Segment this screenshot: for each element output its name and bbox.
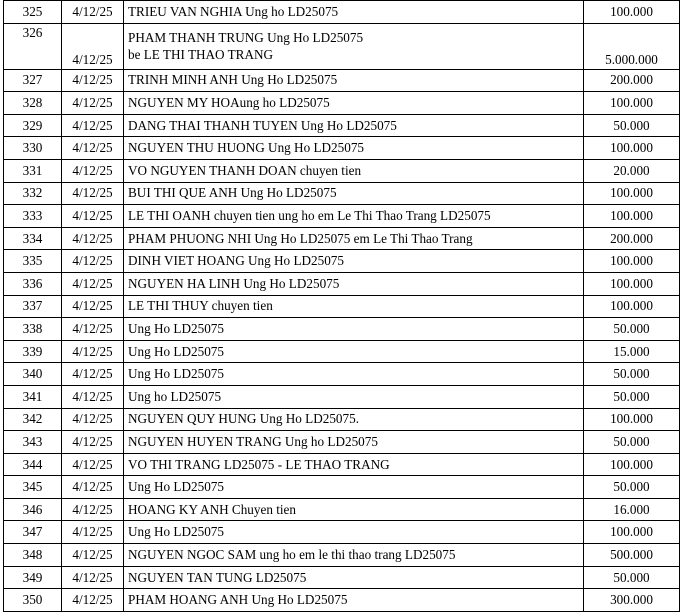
row-number: 342 <box>4 408 62 431</box>
row-amount: 100.000 <box>584 205 680 228</box>
row-description: NGUYEN HA LINH Ung Ho LD25075 <box>124 272 584 295</box>
row-amount: 15.000 <box>584 340 680 363</box>
table-row <box>4 295 680 318</box>
row-description: BUI THI QUE ANH Ung Ho LD25075 <box>124 182 584 205</box>
table-row <box>4 227 680 250</box>
row-date: 4/12/25 <box>62 182 124 205</box>
row-amount: 20.000 <box>584 159 680 182</box>
row-number: 341 <box>4 385 62 408</box>
row-amount: 50.000 <box>584 431 680 454</box>
row-number: 339 <box>4 340 62 363</box>
row-date: 4/12/25 <box>62 544 124 567</box>
table-row <box>4 1 680 24</box>
row-date: 4/12/25 <box>62 363 124 386</box>
row-amount: 100.000 <box>584 1 680 24</box>
row-amount: 50.000 <box>584 476 680 499</box>
row-date: 4/12/25 <box>62 272 124 295</box>
row-number: 332 <box>4 182 62 205</box>
row-description: NGUYEN HUYEN TRANG Ung ho LD25075 <box>124 431 584 454</box>
table-row <box>4 566 680 589</box>
row-description: Ung Ho LD25075 <box>124 476 584 499</box>
row-number: 334 <box>4 227 62 250</box>
row-date: 4/12/25 <box>62 250 124 273</box>
row-number: 329 <box>4 114 62 137</box>
row-number: 346 <box>4 498 62 521</box>
table-body <box>4 1 680 612</box>
row-description: Ung Ho LD25075 <box>124 318 584 341</box>
row-date: 4/12/25 <box>62 295 124 318</box>
row-date: 4/12/25 <box>62 453 124 476</box>
row-amount: 5.000.000 <box>584 23 680 69</box>
row-description: TRINH MINH ANH Ung Ho LD25075 <box>124 69 584 92</box>
table-row <box>4 476 680 499</box>
row-description: VO THI TRANG LD25075 - LE THAO TRANG <box>124 453 584 476</box>
row-number: 337 <box>4 295 62 318</box>
row-amount: 200.000 <box>584 227 680 250</box>
table-row <box>4 137 680 160</box>
row-amount: 16.000 <box>584 498 680 521</box>
table-row <box>4 205 680 228</box>
row-description: LE THI THUY chuyen tien <box>124 295 584 318</box>
row-description: LE THI OANH chuyen tien ung ho em Le Thi Thao Trang LD25075 <box>124 205 584 228</box>
row-number: 331 <box>4 159 62 182</box>
row-date: 4/12/25 <box>62 227 124 250</box>
row-amount: 100.000 <box>584 250 680 273</box>
row-date: 4/12/25 <box>62 408 124 431</box>
row-date: 4/12/25 <box>62 69 124 92</box>
row-amount: 100.000 <box>584 295 680 318</box>
table-row <box>4 182 680 205</box>
row-description: VO NGUYEN THANH DOAN chuyen tien <box>124 159 584 182</box>
row-number: 343 <box>4 431 62 454</box>
table-row <box>4 250 680 273</box>
table-row <box>4 159 680 182</box>
row-date: 4/12/25 <box>62 589 124 612</box>
table-row <box>4 453 680 476</box>
row-number: 345 <box>4 476 62 499</box>
row-date: 4/12/25 <box>62 92 124 115</box>
row-date: 4/12/25 <box>62 1 124 24</box>
row-description: TRIEU VAN NGHIA Ung ho LD25075 <box>124 1 584 24</box>
row-amount: 100.000 <box>584 182 680 205</box>
table-row <box>4 69 680 92</box>
row-number: 350 <box>4 589 62 612</box>
row-description: NGUYEN THU HUONG Ung Ho LD25075 <box>124 137 584 160</box>
row-description: Ung Ho LD25075 <box>124 340 584 363</box>
table-row <box>4 23 680 69</box>
table-row <box>4 544 680 567</box>
row-date: 4/12/25 <box>62 476 124 499</box>
row-number: 349 <box>4 566 62 589</box>
row-date: 4/12/25 <box>62 114 124 137</box>
table-row <box>4 114 680 137</box>
row-description: PHAM PHUONG NHI Ung Ho LD25075 em Le Thi Thao Trang <box>124 227 584 250</box>
row-number: 338 <box>4 318 62 341</box>
table-row <box>4 340 680 363</box>
row-date: 4/12/25 <box>62 385 124 408</box>
row-number: 348 <box>4 544 62 567</box>
row-number: 344 <box>4 453 62 476</box>
row-number: 336 <box>4 272 62 295</box>
row-number: 328 <box>4 92 62 115</box>
row-number: 326 <box>4 23 62 69</box>
row-description: NGUYEN TAN TUNG LD25075 <box>124 566 584 589</box>
row-date: 4/12/25 <box>62 521 124 544</box>
table-row <box>4 385 680 408</box>
table-row <box>4 431 680 454</box>
row-amount: 50.000 <box>584 566 680 589</box>
row-amount: 100.000 <box>584 137 680 160</box>
table-row <box>4 408 680 431</box>
row-amount: 50.000 <box>584 114 680 137</box>
row-date: 4/12/25 <box>62 498 124 521</box>
row-amount: 50.000 <box>584 318 680 341</box>
row-number: 335 <box>4 250 62 273</box>
table-row <box>4 589 680 612</box>
row-description: Ung ho LD25075 <box>124 385 584 408</box>
table-row <box>4 363 680 386</box>
row-amount: 50.000 <box>584 363 680 386</box>
table-row <box>4 92 680 115</box>
table-row <box>4 521 680 544</box>
row-number: 333 <box>4 205 62 228</box>
row-amount: 100.000 <box>584 92 680 115</box>
row-amount: 100.000 <box>584 408 680 431</box>
row-number: 340 <box>4 363 62 386</box>
row-description: PHAM THANH TRUNG Ung Ho LD25075 be LE THI THAO TRANG <box>124 23 584 69</box>
row-date: 4/12/25 <box>62 205 124 228</box>
row-date: 4/12/25 <box>62 566 124 589</box>
row-date: 4/12/25 <box>62 159 124 182</box>
row-date: 4/12/25 <box>62 137 124 160</box>
row-number: 327 <box>4 69 62 92</box>
row-amount: 200.000 <box>584 69 680 92</box>
row-description: NGUYEN MY HOAung ho LD25075 <box>124 92 584 115</box>
row-number: 347 <box>4 521 62 544</box>
row-date: 4/12/25 <box>62 340 124 363</box>
row-amount: 50.000 <box>584 385 680 408</box>
row-description: Ung Ho LD25075 <box>124 521 584 544</box>
table-row <box>4 498 680 521</box>
row-description: DINH VIET HOANG Ung Ho LD25075 <box>124 250 584 273</box>
donation-ledger-table <box>3 0 680 612</box>
row-description: PHAM HOANG ANH Ung Ho LD25075 <box>124 589 584 612</box>
row-description: NGUYEN QUY HUNG Ung Ho LD25075. <box>124 408 584 431</box>
row-number: 325 <box>4 1 62 24</box>
row-description: HOANG KY ANH Chuyen tien <box>124 498 584 521</box>
table-row <box>4 318 680 341</box>
row-amount: 500.000 <box>584 544 680 567</box>
row-amount: 300.000 <box>584 589 680 612</box>
row-date: 4/12/25 <box>62 431 124 454</box>
row-date: 4/12/25 <box>62 23 124 69</box>
table-row <box>4 272 680 295</box>
row-description: DANG THAI THANH TUYEN Ung Ho LD25075 <box>124 114 584 137</box>
row-number: 330 <box>4 137 62 160</box>
row-date: 4/12/25 <box>62 318 124 341</box>
row-description: NGUYEN NGOC SAM ung ho em le thi thao trang LD25075 <box>124 544 584 567</box>
row-amount: 100.000 <box>584 272 680 295</box>
row-amount: 100.000 <box>584 453 680 476</box>
row-description: Ung Ho LD25075 <box>124 363 584 386</box>
row-amount: 100.000 <box>584 521 680 544</box>
